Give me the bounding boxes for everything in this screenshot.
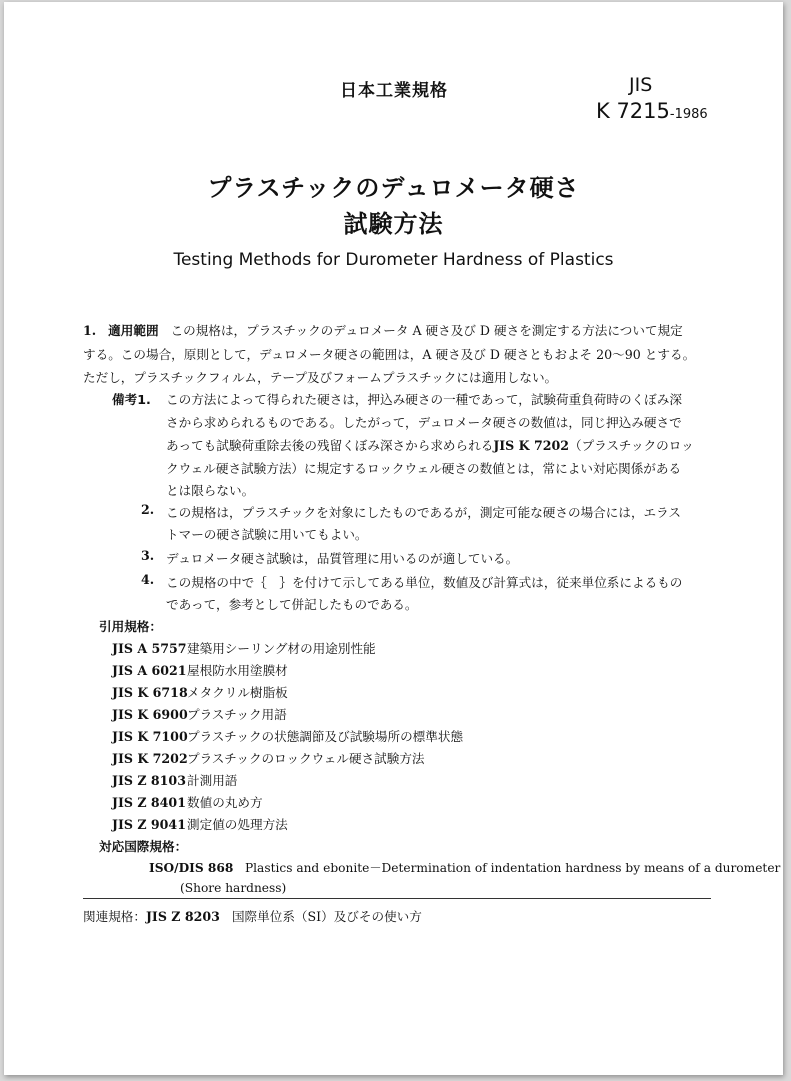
remark-1-line [166,435,694,454]
remark-4-line: であって，参考として併記したものである。 [166,597,418,612]
cited-heading: 引用規格： [99,619,162,634]
international-title: Plastics and ebonite－Determination of indentation hardness by means of a durometer [244,861,781,875]
related-label: 関連規格： [83,909,146,924]
cited-title: メタクリル樹脂板 [187,685,288,700]
remarks-label [112,389,151,408]
cited-code: JIS Z 8103 [112,773,186,788]
cited-title: 屋根防水用塗膜材 [187,663,288,678]
cited-code: JIS Z 8401 [112,795,186,810]
cited-item [112,748,425,767]
cited-item [112,704,287,723]
cited-code: JIS K 7202 [112,751,188,766]
remark-1-text: あっても試験荷重除去後の残留くぼみ深さから求められる [166,438,494,453]
related-standard [83,906,422,925]
remark-1-jis-ref: JIS K 7202 [493,438,570,453]
section1-number: 1. [83,323,97,338]
remark-1-line: クウェル硬さ試験方法）に規定するロックウェル硬さの数値とは，常によい対応関係がある [166,461,682,476]
cited-item [112,638,376,657]
remark-1-line: とは限らない。 [166,483,255,498]
cited-item [112,660,288,679]
remark-4-number: 4. [141,572,155,587]
international-code: ISO/DIS 868 [149,861,234,875]
cited-code: JIS K 6900 [112,707,188,722]
section1-heading: 適用範囲 [108,323,159,338]
cited-item [112,726,463,745]
cited-item [112,682,288,701]
header-code-number: K 7215 [596,99,670,123]
cited-code: JIS Z 9041 [112,817,186,832]
remark-3-line: デュロメータ硬さ試験は，品質管理に用いるのが適している。 [166,551,519,566]
cited-title: 建築用シーリング材の用途別性能 [187,641,376,656]
section1-line-3: ただし，プラスチックフィルム，テープ及びフォームプラスチックには適用しない。 [83,370,558,385]
remark-2-number: 2. [141,502,155,517]
cited-item [112,770,237,789]
related-code: JIS Z 8203 [145,909,220,924]
cited-item [112,792,263,811]
header-jis: JIS [629,74,653,96]
remark-1-line: さから求められるものである。したがって，デュロメータ硬さの数値は，同じ押込み硬さで [166,415,682,430]
remark-3-number: 3. [141,548,155,563]
cited-code: JIS A 5757 [112,641,187,656]
cited-title: 数値の丸め方 [187,795,263,810]
remark-2-line: トマーの硬さ試験に用いてもよい。 [166,527,368,542]
header-year: -1986 [669,107,708,122]
title-english: Testing Methods for Durometer Hardness of Plastics [173,250,614,270]
title-line-1: プラスチックのデュロメータ硬さ [207,174,580,202]
cited-code: JIS K 7100 [112,729,188,744]
document-page [4,2,783,1075]
cited-title: 測定値の処理方法 [187,817,288,832]
cited-title: 計測用語 [187,773,238,788]
remark-2-line: この規格は，プラスチックを対象にしたものであるが，測定可能な硬さの場合には，エラス [166,505,681,520]
divider [83,898,711,899]
cited-title: プラスチック用語 [187,707,287,722]
international-heading: 対応国際規格： [99,839,188,854]
cited-code: JIS A 6021 [112,663,187,678]
international-line-1 [149,859,780,876]
remark-4-line: この規格の中で｛ ｝を付けて示してある単位，数値及び計算式は，従来単位系によるもの [166,575,683,590]
title-line-2: 試験方法 [343,210,444,238]
section1-text: この規格は，プラスチックのデュロメータ A 硬さ及び D 硬さを測定する方法について規定 [170,323,683,338]
section1-line-2: する。この場合，原則として，デュロメータ硬さの範囲は，A 硬さ及び D 硬さともおよそ 20〜90 とする。 [83,347,696,362]
header-code [596,99,708,123]
remarks-label-text: 備考 [112,392,138,407]
remark-1-line: この方法によって得られた硬さは，押込み硬さの一種であって，試験荷重負荷時のくぼみ深 [166,392,682,407]
cited-title: プラスチックのロックウェル硬さ試験方法 [187,751,425,766]
international-line-2: (Shore hardness) [180,881,287,895]
cited-code: JIS K 6718 [112,685,188,700]
remark-1-number: 1. [137,392,151,407]
remark-1-text: （プラスチックのロッ [569,438,694,453]
section1-line-1 [83,320,683,339]
cited-title: プラスチックの状態調節及び試験場所の標準状態 [187,729,464,744]
related-title: 国際単位系（SI）及びその使い方 [231,909,422,924]
header-standard-name: 日本工業規格 [340,81,448,101]
cited-item [112,814,288,833]
